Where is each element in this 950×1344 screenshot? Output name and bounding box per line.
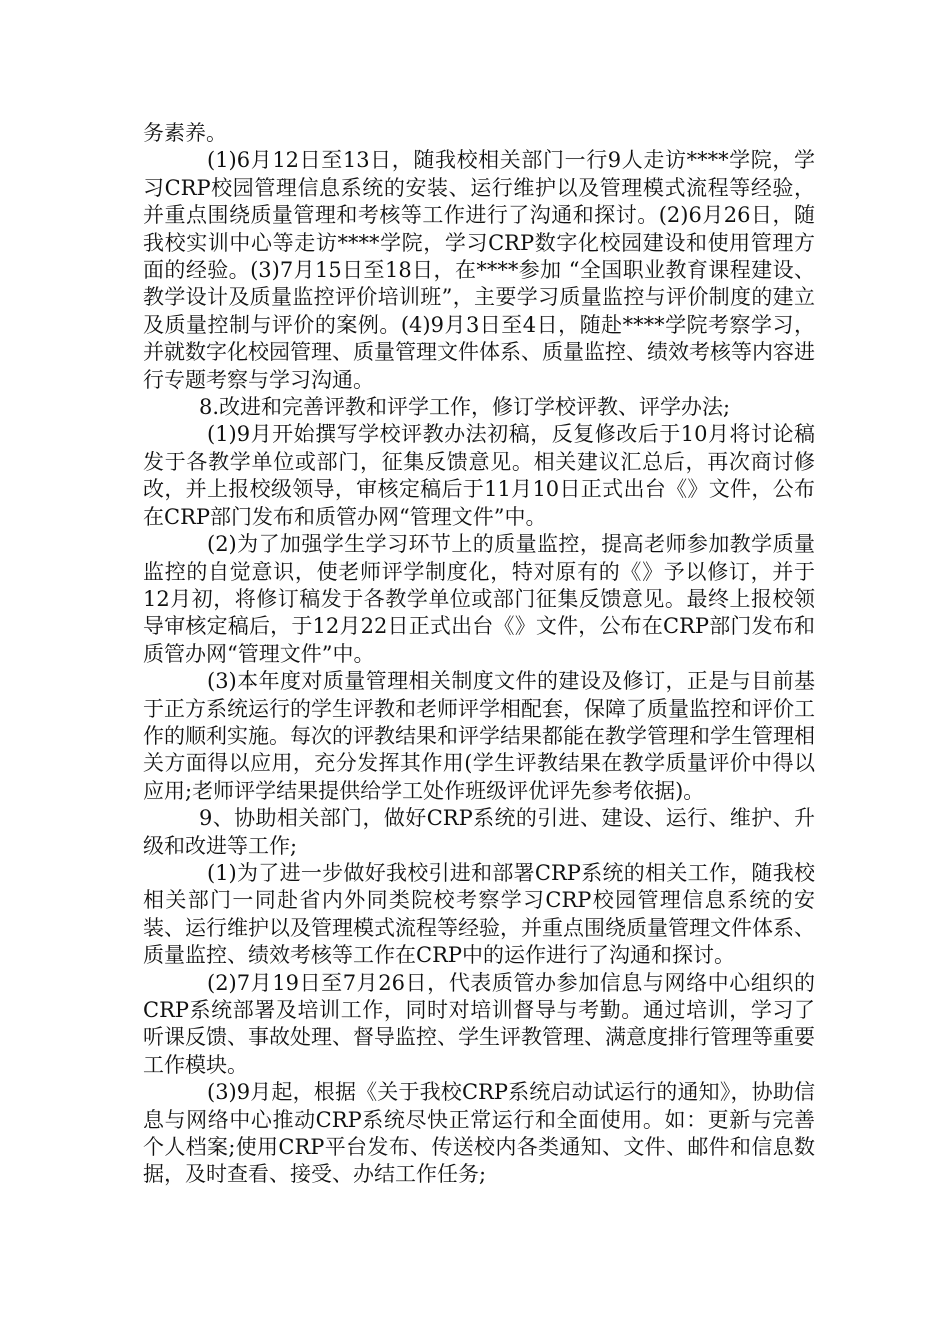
paragraph: (1)9月开始撰写学校评教办法初稿，反复修改后于10月将讨论稿发于各教学单位或部门，征集反馈意见。相关建议汇总后，再次商讨修改，并上报校级领导，审核定稿后于11月10日正式出台《》文件，公布在CRP部门发布和质管办网“管理文件”中。 [143, 422, 815, 529]
paragraph: (2)7月19日至7月26日，代表质管办参加信息与网络中心组织的CRP系统部署及培训工作，同时对培训督导与考勤。通过培训，学习了听课反馈、事故处理、督导监控、学生评教管理、满意度排行管理等重要工作模块。 [143, 970, 815, 1077]
paragraph: (3)9月起，根据《关于我校CRP系统启动试运行的通知》，协助信息与网络中心推动CRP系统尽快正常运行和全面使用。如：更新与完善个人档案;使用CRP平台发布、传送校内各类通知、文件、邮件和信息数据，及时查看、接受、办结工作任务; [143, 1080, 815, 1187]
paragraph: (2)为了加强学生学习环节上的质量监控，提高老师参加教学质量监控的自觉意识，使老师评学制度化，特对原有的《》予以修订，并于12月初，将修订稿发于各教学单位或部门征集反馈意见。最终上报校领导审核定稿后，于12月22日正式出台《》文件，公布在CRP部门发布和质管办网“管理文件”中。 [143, 532, 815, 666]
paragraph: 务素养。 [143, 121, 227, 145]
paragraph: (3)本年度对质量管理相关制度文件的建设及修订，正是与目前基于正方系统运行的学生评教和老师评学相配套，保障了质量监控和评价工作的顺利实施。每次的评教结果和评学结果都能在教学管理和学生管理相关方面得以应用，充分发挥其作用(学生评教结果在教学质量评价中得以应用;老师评学结果提供给学工处作班级评优评先参考依据)。 [143, 669, 815, 803]
paragraph: 8.改进和完善评教和评学工作，修订学校评教、评学办法; [199, 395, 731, 420]
paragraph: 9、协助相关部门，做好CRP系统的引进、建设、运行、维护、升级和改进等工作; [143, 806, 815, 858]
document-body [143, 120, 815, 1189]
paragraph: (1)为了进一步做好我校引进和部署CRP系统的相关工作，随我校相关部门一同赴省内外同类院校考察学习CRP校园管理信息系统的安装、运行维护以及管理模式流程等经验，并重点围绕质量管理文件体系、质量监控、绩效考核等工作在CRP中的运作进行了沟通和探讨。 [143, 860, 815, 968]
paragraph: (1)6月12日至13日，随我校相关部门一行9人走访****学院，学习CRP校园管理信息系统的安装、运行维护以及管理模式流程等经验，并重点围绕质量管理和考核等工作进行了沟通和探讨。(2)6月26日，随我校实训中心等走访****学院，学习CRP数字化校园建设和使用管理方面的经验。(3)7月15日至18日，在****参加 “全国职业教育课程建设、教学设计及质量监控评价培训班”，主要学习质量监控与评价制度的建立及质量控制与评价的案例。(4)9月3日至4日，随赴****学院考察学习，并就数字化校园管理、质量管理文件体系、质量监控、绩效考核等内容进行专题考察与学习沟通。 [143, 148, 815, 392]
